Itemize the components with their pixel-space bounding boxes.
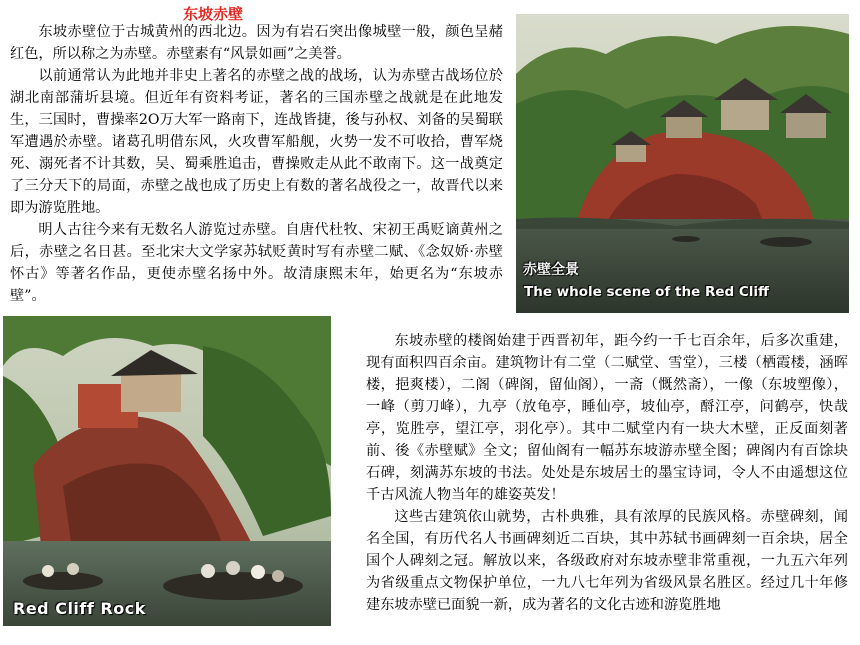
paragraph-location: 东坡赤壁位于古城黄州的西北边。因为有岩石突出像城壁一般，颜色呈赭红色，所以称之为赤壁。赤壁素有“风景如画”之美誉。 [10,24,503,62]
intro-text-block [10,21,503,307]
rock-caption: Red Cliff Rock [13,599,146,618]
page-title: 东坡赤壁 [183,5,244,23]
paragraph-heritage: 这些古建筑依山就势，古朴典雅，具有浓厚的民族风格。赤壁碑刻，闻名全国，有历代名人书画碑刻近二百块，其中苏轼书画碑刻一百余块，居全国个人碑刻之冠。解放以来，各级政府对东坡赤壁非常重视，一九五六年列为省级重点文物保护单位，一九八七年列为省级风景名胜区。经过几十年修建东坡赤壁已面貌一新，成为著名的文化古迹和游览胜地 [366,509,848,613]
paragraph-naming: 明人古往今来有无数名人游览过赤壁。自唐代杜牧、宋初王禹贬谪黄州之后，赤壁之名日甚。至北宋大文学家苏轼贬黄时写有赤壁二赋、《念奴娇·赤壁怀古》等著名作品，更使赤壁名扬中外。故清康熙末年，始更名为“东坡赤壁”。 [10,222,503,304]
paragraph-buildings: 东坡赤壁的楼阁始建于西晋初年，距今约一千七百余年，后多次重建，现有面积四百余亩。建筑物计有二堂（二赋堂、雪堂），三楼（栖霞楼，涵晖楼，挹爽楼），二阁（碑阁，留仙阁），一斋（慨然斋），一像（东坡塑像），一峰（剪刀峰），九亭（放龟亭，睡仙亭，坡仙亭，酹江亭，问鹤亭，快哉亭，览胜亭，望江亭，羽化亭）。其中二赋堂内有一块大木壁，正反面刻著前、後《赤壁赋》全文；留仙阁有一幅苏东坡游赤壁全图；碑阁内有百馀块石碑，刻满苏东坡的书法。处处是东坡居士的墨宝诗词，令人不由遥想这位千古风流人物当年的雄姿英发！ [366,333,848,503]
red-cliff-rock-photo [3,316,331,626]
panorama-caption-english: The whole scene of the Red Cliff [524,284,769,300]
paragraph-history: 以前通常认为此地并非史上著名的赤壁之战的战场，认为赤壁古战场位於湖北南部蒲圻县境。但近年有资料考证，著名的三国赤壁之战就是在此地发生，三国时，曹操率2O万大军一路南下，连战皆捷，後与孙权、刘备的吴蜀联军遭遇於赤壁。诸葛孔明借东风，火攻曹军船舰，火势一发不可收拾，曹军烧死、溺死者不计其数，吴、蜀乘胜追击，曹操败走从此不敢南下。这一战奠定了三分天下的局面，赤壁之战也成了历史上有数的著名战役之一，故晋代以来即为游览胜地。 [10,68,503,216]
panorama-caption-chinese: 赤壁全景 [523,262,579,278]
architecture-text-block [366,330,848,616]
red-cliff-panorama-photo [516,14,849,313]
